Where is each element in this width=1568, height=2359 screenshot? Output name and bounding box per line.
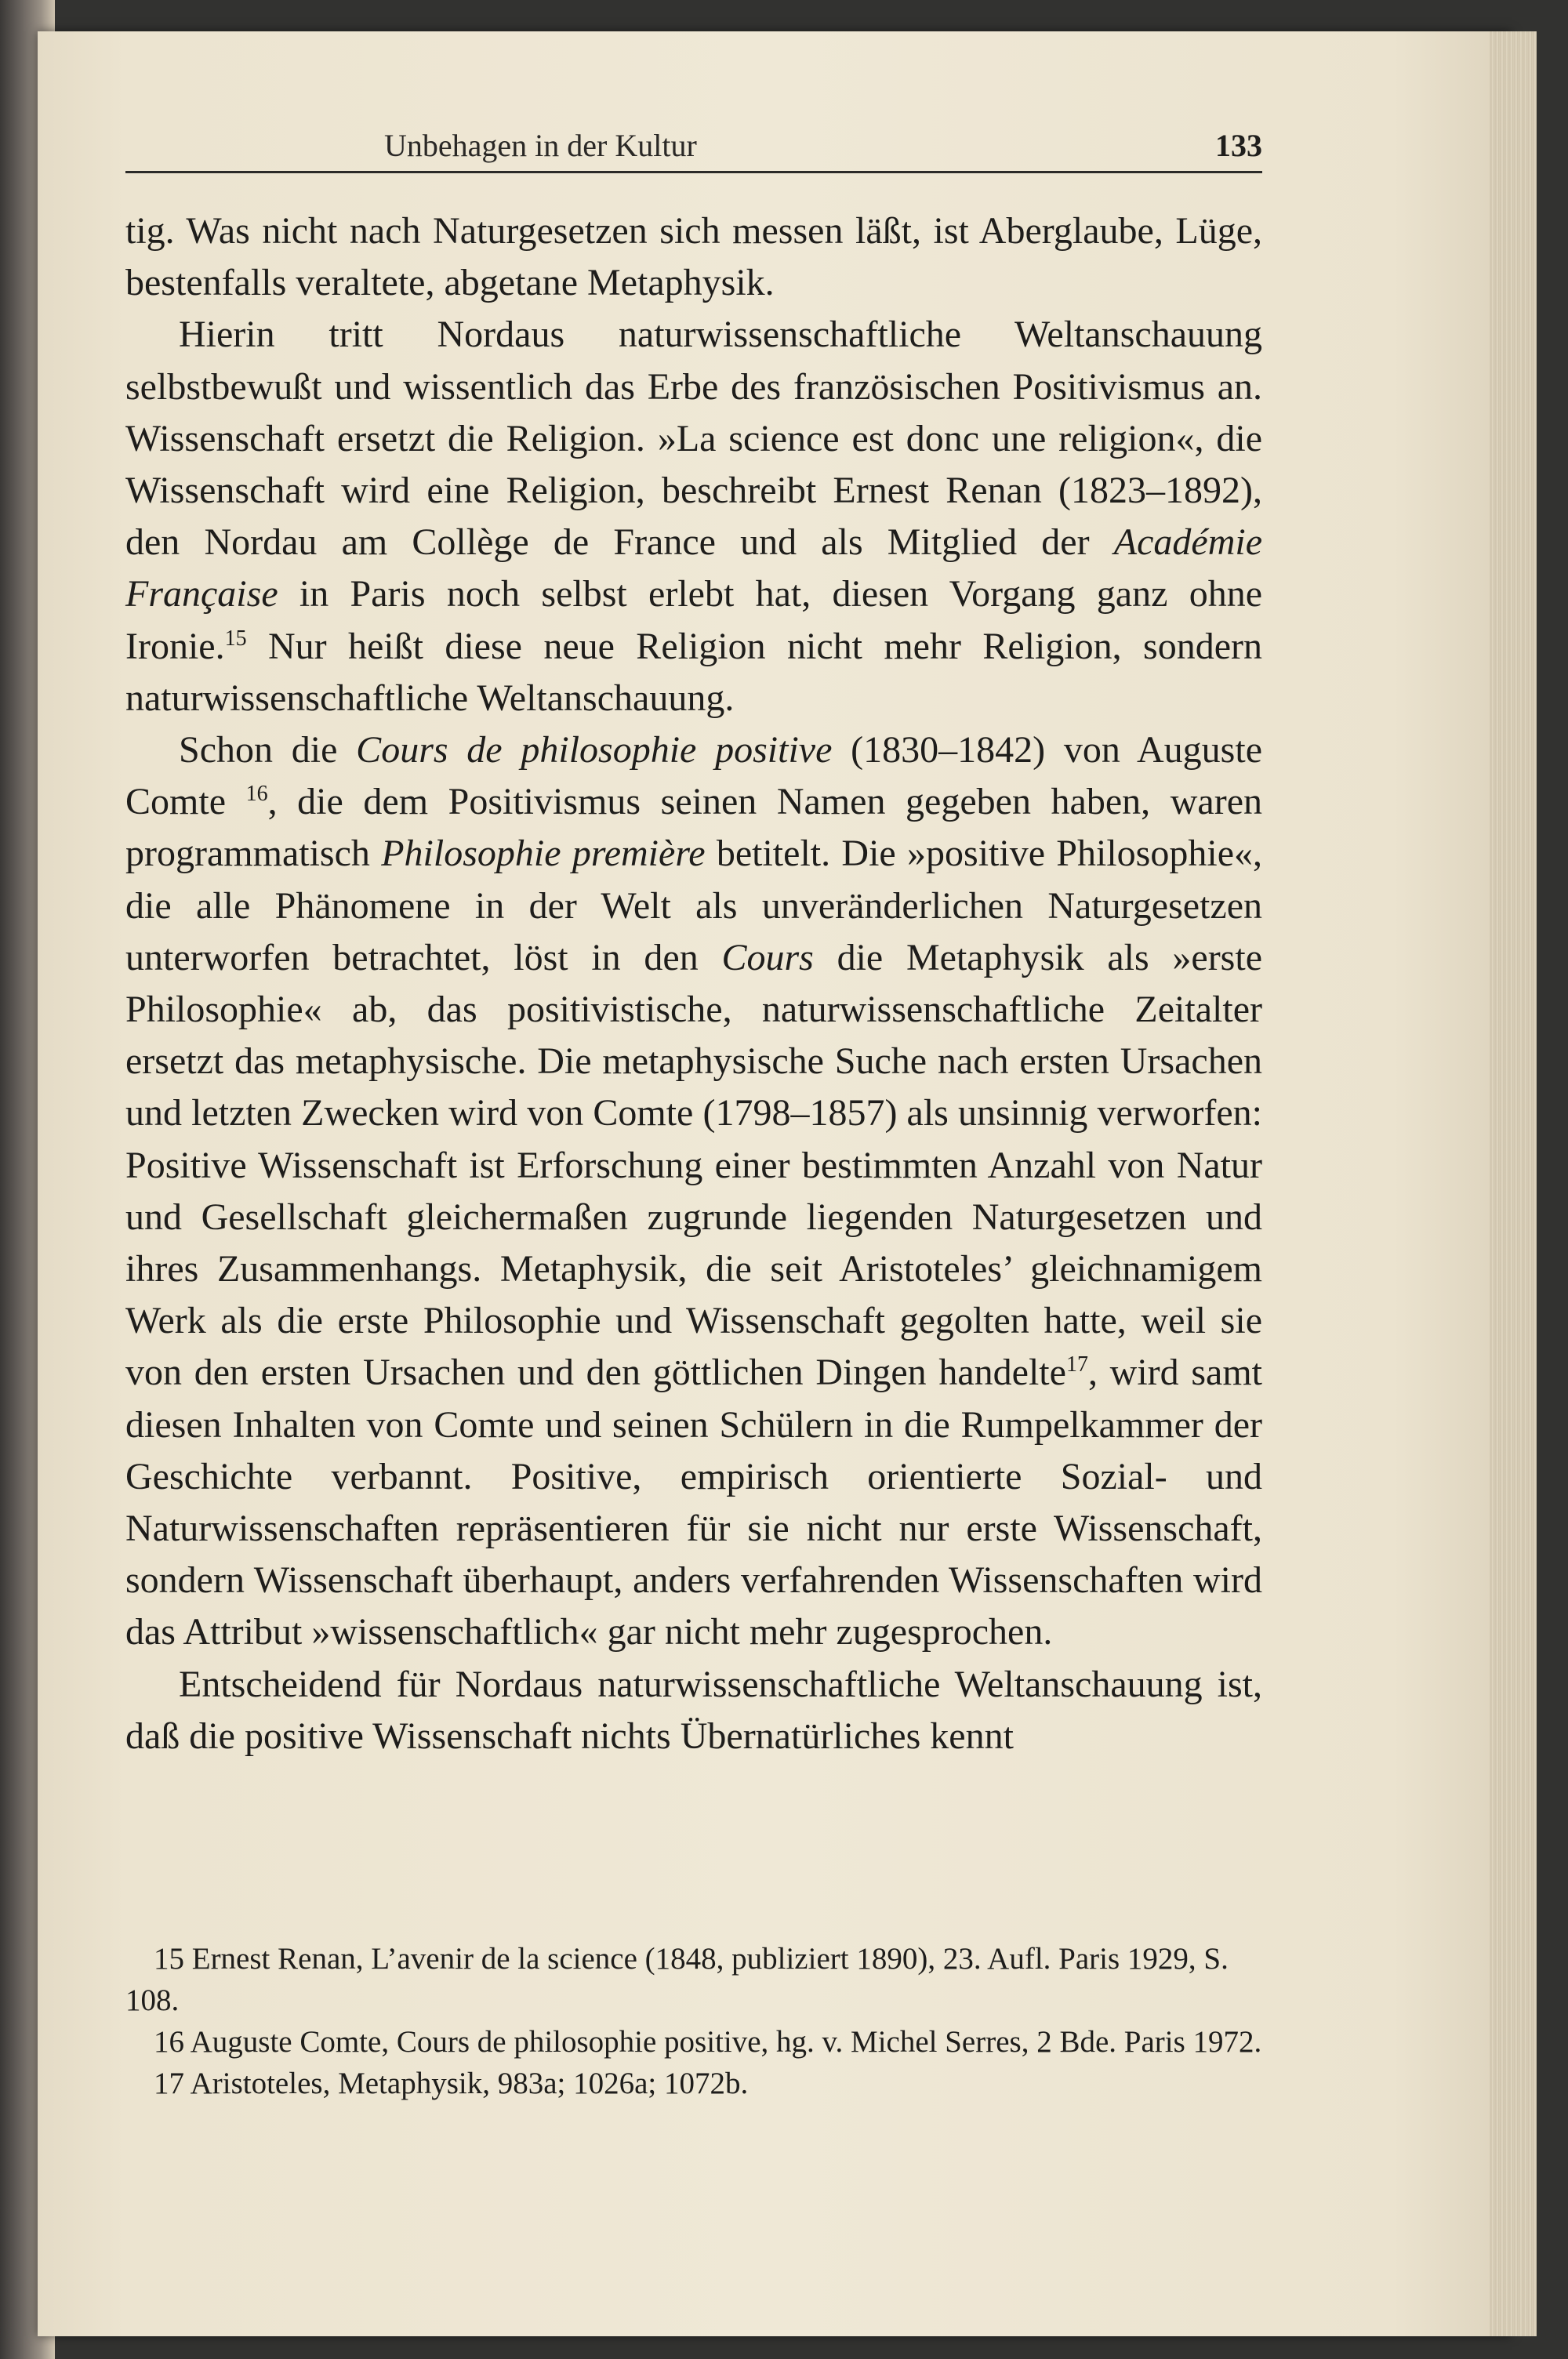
paragraph-2 [125, 309, 1262, 724]
text-run: (1830–1842) von Auguste Comte [125, 729, 1263, 823]
paragraph-4: Entscheidend für Nordaus naturwissenschaftliche Weltanschauung ist, daß die positive Wissenschaft nichts Übernatürliches kennt [125, 1663, 1262, 1757]
page-header [125, 124, 1262, 173]
footnotes [125, 1938, 1262, 2104]
footnote-ref: 16 [245, 782, 268, 807]
text-run: Nur heißt diese neue Religion nicht mehr Religion, sondern naturwissenschaftliche Weltanschauung. [125, 625, 1262, 719]
text-run: betitelt. Die »positive Philosophie«, die alle Phänomene in der Welt als unveränderlichen Naturgesetzen unterworfen betrachtet, löst in den [125, 833, 1262, 978]
text-run: Schon die [179, 729, 357, 771]
footnote-16: 16 Auguste Comte, Cours de philosophie positive, hg. v. Michel Serres, 2 Bde. Paris 1972. [154, 2025, 1262, 2059]
italic-title: Cours de philosophie positive [356, 729, 833, 771]
text-run: die Metaphysik als »erste Philosophie« ab, das positivistische, naturwissenschaftliche Zeitalter ersetzt das metaphysische. Die metaphysische Suche nach ersten Ursachen und letzten Zwecken wird von Comte (1798–1857) als unsinnig verworfen: Positive Wissenschaft ist Erforschung einer bestimmten Anzahl von Natur und Gesellschaft gleichermaßen zugrunde liegenden Naturgesetzen und ihres Zusammenhangs. Metaphysik, die seit Aristoteles’ gleichnamigem Werk als die erste Philosophie und Wissenschaft gegolten hatte, weil sie von den ersten Ursachen und den göttlichen Dingen handelte [125, 936, 1263, 1394]
text-run: Hierin tritt Nordaus naturwissenschaftliche Weltanschauung selbstbewußt und wissentlich das Erbe des französischen Positivismus an. Wissenschaft ersetzt die Religion. »La science est donc une religion«, die Wissenschaft wird eine Religion, beschreibt Ernest Renan (1823–1892), den Nordau am Collège de France und als Mitglied der [125, 314, 1262, 564]
page-number: 133 [1215, 128, 1262, 163]
italic-title: Philosophie première [381, 833, 706, 875]
footnote-17: 17 Aristoteles, Metaphysik, 983a; 1026a; 1072b. [154, 2067, 749, 2100]
text-run: , wird samt diesen Inhalten von Comte und seinen Schülern in die Rumpelkammer der Geschichte verbannt. Positive, empirisch orientierte Sozial- und Naturwissenschaften repräsentieren für sie nicht nur erste Wissenschaft, sondern Wissenschaft überhaupt, anders verfahrenden Wissenschaften wird das Attribut »wissenschaftlich« gar nicht mehr zugesprochen. [125, 1352, 1263, 1653]
text-run: in Paris noch selbst erlebt hat, diesen Vorgang ganz ohne Ironie. [125, 573, 1262, 667]
main-text [125, 205, 1262, 1762]
page-block-edge [1490, 31, 1537, 2336]
paragraph-1: tig. Was nicht nach Naturgesetzen sich messen läßt, ist Aberglaube, Lüge, bestenfalls veraltete, abgetane Metaphysik. [125, 210, 1262, 304]
footnote-ref: 15 [224, 626, 247, 651]
footnote-ref: 17 [1065, 1352, 1088, 1377]
text-run: , die dem Positivismus seinen Namen gegeben haben, waren programmatisch [125, 781, 1262, 875]
italic-title: Cours [721, 936, 814, 978]
running-head: Unbehagen in der Kultur [384, 128, 697, 163]
paragraph-3 [125, 724, 1262, 1659]
footnote-15: 15 Ernest Renan, L’avenir de la science (1848, publiziert 1890), 23. Aufl. Paris 1929, S. 108. [125, 1942, 1229, 2017]
italic-term: Académie Française [125, 521, 1262, 615]
